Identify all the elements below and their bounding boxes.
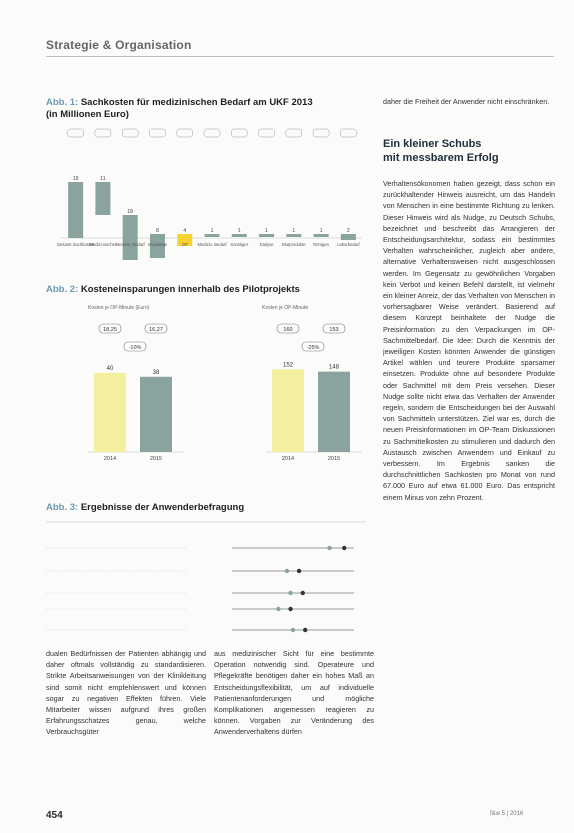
right-heading — [383, 137, 555, 165]
fig2-left-bar — [140, 377, 172, 452]
fig2-right-panel-title: Kosten je OP-Minute — [262, 305, 309, 311]
fig1-abb: Abb. 1: — [46, 97, 79, 108]
fig3-point — [301, 591, 305, 595]
fig2-right-category-label: 2015 — [327, 456, 341, 462]
fig1-data-label: 8 — [156, 228, 159, 234]
fig3-abb: Abb. 3: — [46, 502, 79, 513]
fig1-badge — [340, 129, 356, 137]
fig1-data-label: 1 — [237, 228, 241, 234]
fig1-category-label: Blutprodukte — [282, 242, 306, 247]
fig1-data-label: 4 — [183, 228, 187, 234]
fig1-category-label: Sonstiger — [230, 242, 249, 247]
fig3-chart — [46, 518, 370, 642]
fig1-bar — [314, 234, 329, 237]
fig2-right-bar — [318, 372, 350, 452]
fig1-data-label: 11 — [100, 176, 106, 182]
fig1-badge — [259, 129, 275, 137]
fig2-right-badge: 153 — [329, 327, 339, 333]
header-rule — [46, 56, 554, 57]
fig2-left-data-label: 38 — [152, 369, 160, 376]
right-heading-line1: Ein kleiner Schubs — [383, 138, 482, 150]
fig2-left-category-label: 2015 — [149, 456, 163, 462]
fig1-category-label: Medizin. Bedarf — [115, 242, 145, 247]
fig1-badge — [231, 129, 247, 137]
fig2-left-panel-title: Kosten je OP-Minute (Euro) — [88, 305, 150, 311]
fig1-badge — [286, 129, 302, 137]
right-heading-line2: mit messbarem Erfolg — [383, 152, 499, 164]
fig1-bar — [68, 182, 83, 238]
fig2-title — [46, 284, 366, 296]
fig3-point — [303, 628, 307, 632]
section-header: Strategie & Organisation — [46, 38, 192, 52]
fig1-bar — [232, 234, 247, 237]
fig2-right-badge: 160 — [283, 327, 293, 333]
fig3-title — [46, 502, 366, 514]
fig2-left-data-label: 40 — [106, 365, 114, 372]
fig1-badge — [313, 129, 329, 137]
fig1-bar — [205, 234, 220, 237]
fig1-category-label: Medizi-nischer — [89, 242, 117, 247]
fig1-category-label: Gesamt Sachkosten — [56, 242, 95, 247]
fig1-category-label: Medizin. Bedarf — [197, 242, 227, 247]
fig3-point — [327, 546, 331, 550]
fig2-right-change-label: -25% — [306, 345, 320, 351]
fig1-badge — [68, 129, 84, 137]
bottom-mid-text: aus medizinischer Sicht für eine bestimmte Operation notwendig sind. Operateure und Pflegekräfte benötigen daher ein hohes Maß an Entscheidungsflexibilität, um auf individuelle Patientenanforderungen und mögliche Komplikationen angemessen reagieren zu können. Vorgaben zur Veränderung des Anwenderverhaltens dürfen — [214, 649, 374, 737]
fig1-bar — [95, 182, 110, 215]
fig3-point — [288, 607, 292, 611]
fig1-badge — [95, 129, 111, 137]
fig1-bar — [341, 234, 356, 240]
fig1-data-label: 1 — [292, 228, 296, 234]
fig1-category-label: Implantate — [147, 242, 168, 247]
fig1-data-label: 19 — [72, 176, 79, 182]
fig2-abb: Abb. 2: — [46, 284, 79, 295]
fig1-data-label: 1 — [265, 228, 268, 234]
fig2-right-bar — [272, 369, 304, 452]
fig1-badge — [204, 129, 220, 137]
fig1-title — [46, 97, 366, 121]
fig3-point — [342, 546, 346, 550]
fig3-title-text: Ergebnisse der Anwenderbefragung — [80, 502, 245, 513]
fig2-left-category-label: 2014 — [103, 456, 117, 462]
fig3-point — [285, 569, 289, 573]
fig1-category-label: OP — [181, 242, 188, 247]
fig1-category-label: Laborbedarf — [337, 242, 360, 247]
fig2-left-change-label: -10% — [128, 345, 142, 351]
fig1-data-label: 18 — [127, 209, 133, 215]
fig1-data-label: 1 — [210, 228, 214, 234]
fig2-left-chart — [84, 314, 188, 484]
fig3-point — [297, 569, 301, 573]
bottom-left-text: dualen Bedürfnissen der Patienten abhängig und daher oftmals vollständig zu standardisieren. Strikte Arbeitsanweisungen von der Klinikleitung sind somit nicht empfehlenswert und können sogar zu negativen Effekten führen. Viele Mitarbeiter wissen aufgrund ihres großen Erfahrungsschatzes genau, welche Verbrauchsgüter — [46, 649, 206, 737]
fig2-right-category-label: 2014 — [281, 456, 295, 462]
fig1-badge — [149, 129, 165, 137]
right-body: Verhaltensökonomen haben gezeigt, dass schon ein zurückhaltender Hinweis ausreicht, um das Handeln von Menschen in eine bestimmte Richtung zu lenken. Dieser Hinweis wird als Nudge, zu Deutsch Schubs, bezeichnet und beschreibt das Arrangieren der Entscheidungsarchitektur, sodass ein bestimmtes Verhalten wahrscheinlicher, zugleich aber andere, alternative Verhaltensweisen nicht ausgeschlossen werden. Im Gegensatz zu gewöhnlichen Vorgaben kein Verbot und keinen Befehl darstellt, ist vielmehr ein kleiner Anreiz, der das Verhalten von Menschen in vorhersagbarer Weise verändert. Basierend auf diesem Konzept beinhaltete der Nudge die Preisinformation zu den Verpackungen im OP-Sachmittelbedarf. Die Idee: Durch die Kenntnis der jeweiligen Kosten könnten Anwender die günstigen Artikel wählen und teurere Produkte sparsamer einsetzen. Produkte ohne auf besondere Produkte oder Sachmittel mit dem Preis versehen. Dieser Nudge sollte nicht etwa das Verhalten der Anwender regeln, sondern die Entscheidungen bei der Auswahl von Sachmitteln unterstützen. Ziel war es, durch die neuen Preisinformationen im OP-Team Diskussionen zu Sachmittelkosten zu stimulieren und dadurch den Austausch zwischen Anwendern und Einkauf zu verbessern. Im Ergebnis sanken die durchschnittlichen Sachkosten pro Monat von rund 67.000 Euro auf etwa 61.000 Euro. Das entspricht einem Minus von zehn Prozent. — [383, 179, 555, 502]
fig1-badge — [177, 129, 193, 137]
fig1-category-label: Röntgen — [313, 242, 330, 247]
fig1-badge — [122, 129, 138, 137]
fig1-data-label: 2 — [346, 228, 350, 234]
fig3-point — [276, 607, 280, 611]
fig1-chart — [46, 126, 370, 260]
fig1-bar — [259, 234, 274, 237]
fig3-point — [291, 628, 295, 632]
fig2-left-bar — [94, 373, 126, 452]
fig3-point — [288, 591, 292, 595]
right-intro: daher die Freiheit der Anwender nicht einschränken. — [383, 97, 550, 106]
fig1-data-label: 1 — [319, 228, 323, 234]
fig2-right-data-label: 148 — [328, 364, 340, 371]
fig2-left-badge: 16,27 — [149, 327, 163, 333]
fig1-category-label: Dialyse — [259, 242, 274, 247]
fig1-title-line1: Sachkosten für medizinischen Bedarf am UKF 2013 — [80, 97, 313, 108]
fig2-title-text: Kosteneinsparungen innerhalb des Pilotprojekts — [80, 284, 300, 295]
fig2-right-data-label: 152 — [282, 362, 294, 369]
fig2-right-chart — [262, 314, 366, 484]
page-number: 454 — [46, 810, 63, 821]
fig1-title-line2: (in Millionen Euro) — [46, 109, 129, 120]
footer-journal: f&w 5 | 2016 — [490, 811, 524, 817]
fig1-bar — [123, 215, 138, 260]
fig2-left-badge: 18,25 — [103, 327, 117, 333]
fig1-bar — [286, 234, 301, 237]
